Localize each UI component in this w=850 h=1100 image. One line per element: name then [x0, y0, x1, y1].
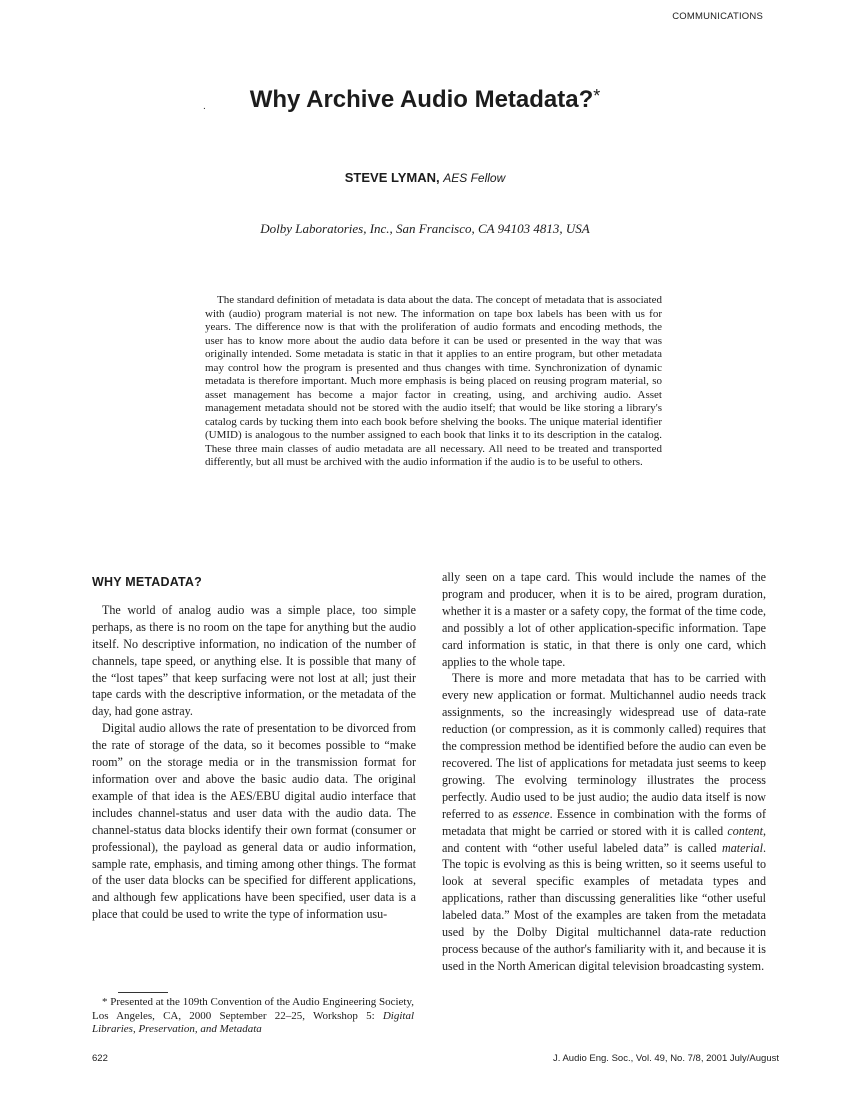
paragraph-text: There is more and more metadata that has to be carried with every new application or format. Multichannel audio needs track assignments, so the increasingly widespread use of data-rate reduction (or compression, as it is commonly called) requires that the compression method be identified before the audio can even be recovered. The list of applications for metadata just seems to keep growing. The evolving terminology illustrates the process perfectly. Audio used to be just audio; the audio data itself is now referred to as: [442, 671, 766, 821]
term-material: material: [721, 840, 763, 855]
article-title-text: Why Archive Audio Metadata?: [249, 86, 594, 113]
footnote-italic: Digital Libraries, Preservation, and Metadata: [92, 1009, 415, 1035]
author-name: STEVE LYMAN,: [344, 170, 440, 185]
title-footnote-mark: *: [593, 86, 601, 106]
paragraph-text: . Essence in combination with the forms of metadata that might be carried or stored with it is called: [442, 806, 766, 838]
body-right-column: [442, 569, 766, 975]
paragraph-text: . The topic is evolving as this is being written, so it seems useful to look at several specific examples of metadata types and applications, rather than discussing generalities like “other useful labeled data.” Most of the examples are taken from the metadata used by the Dolby Digital multichannel data-rate reduction process because of the author's familiarity with it, and because it is used in the North American digital television broadcasting system.: [442, 840, 766, 973]
term-essence: essence: [512, 806, 550, 821]
body-left-column: [92, 574, 416, 923]
body-paragraph-continuation: ally seen on a tape card. This would include the names of the program and producer, when it is to be aired, program duration, whether it is a master or a safety copy, the format of the time code, and possibly a lot of other application-specific information. Tape card information is static, in that there is only one card, which applies to the whole tape.: [442, 570, 766, 669]
affiliation: Dolby Laboratories, Inc., San Francisco, CA 94103 4813, USA: [260, 221, 590, 236]
body-paragraph: The world of analog audio was a simple place, too simple perhaps, as there is no room on the tape for anything but the audio itself. No descriptive information, no indication of the number of channels, tape speed, or anything else. It is possible that many of the “lost tapes” that keep surfacing were not lost at all; just their tape cards with the descriptive information, or the metadata of the day, had gone astray.: [92, 602, 416, 719]
author-honor: AES Fellow: [443, 171, 506, 185]
author-line: [0, 170, 850, 185]
page-number: 622: [92, 1053, 108, 1064]
abstract: The standard definition of metadata is data about the data. The concept of metadata that is associated with (audio) program material is not new. The information on tape box labels has been with us for years. The difference now is that with the proliferation of audio formats and encoding methods, the user has to know more about the audio data before it can be used or presented in the way that was originally intended. Some metadata is static in that it applies to an entire program, but other metadata may control how the program is presented and thus changes with time. Synchronization of dynamic metadata is therefore important. Much more emphasis is being placed on reusing program material, so asset management has become a major factor in creating, using, and archiving audio. Asset management metadata should not be stored with the audio itself; that would be like storing a library's catalog cards by tucking them into each book before shelving the books. The unique material identifier (UMID) is analogous to the number assigned to each book that links it to its description in the catalog. These three main classes of audio metadata are all necessary. All need to be treated and transported differently, but all must be archived with the audio information if the audio is to be useful to others.: [205, 294, 662, 468]
journal-reference: J. Audio Eng. Soc., Vol. 49, No. 7/8, 2001 July/August: [552, 1053, 779, 1064]
body-paragraph: [442, 670, 766, 974]
footnote-text: * Presented at the 109th Convention of the Audio Engineering Society, Los Angeles, CA, 2000 September 22–25, Workshop 5:: [92, 996, 414, 1022]
article-title: [0, 86, 850, 114]
body-paragraph: Digital audio allows the rate of presentation to be divorced from the rate of storage of the data, so it becomes possible to “make room” on the storage media or in the transmission format for information over and above the basic audio data. The original example of that idea is the AES/EBU digital audio interface that includes channel-status and user data with the audio data. The channel-status data blocks identify their own format (consumer or professional), the payload as general data or audio information, sample rate, emphasis, and timing among other things. The format of the user data blocks can be specified for different applications, and although few applications have been specified, user data is a place that could be used to write the type of information usu-: [92, 721, 416, 922]
term-content: content: [727, 823, 763, 838]
section-heading: WHY METADATA?: [92, 575, 202, 589]
footnote-rule: [118, 992, 168, 993]
stray-mark: .: [203, 101, 206, 112]
section-label: COMMUNICATIONS: [672, 11, 763, 22]
paragraph-text: , and content with “other useful labeled data” is called: [442, 823, 766, 855]
footnote: [92, 996, 414, 1037]
